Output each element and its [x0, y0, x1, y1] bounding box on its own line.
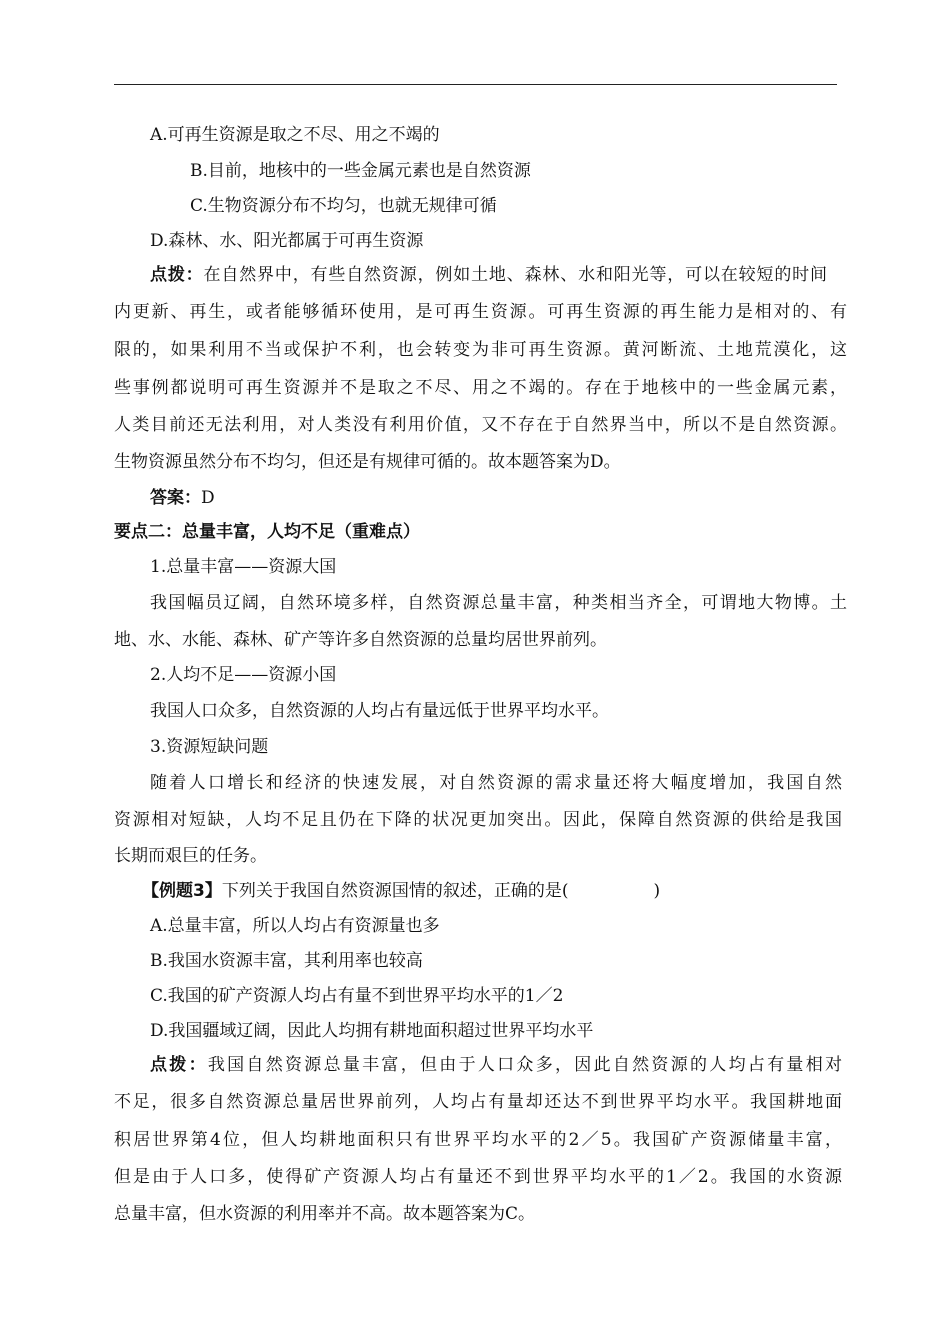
q2-hint-line-1: 点拨：在自然界中，有些自然资源，例如土地、森林、水和阳光等，可以在较短的时间 [150, 265, 828, 285]
p3-title: 3.资源短缺问题 [150, 737, 269, 757]
p3-line-3: 长期而艰巨的任务。 [114, 846, 267, 866]
p1-title: 1.总量丰富——资源大国 [150, 557, 337, 577]
q2-option-c: C.生物资源分布不均匀，也就无规律可循 [190, 196, 497, 216]
q2-hint-label: 点拨： [150, 265, 204, 285]
q2-answer-value: D [201, 488, 215, 508]
q3-hint-line-2: 不足，很多自然资源总量居世界前列，人均占有量却还达不到世界平均水平。我国耕地面 [114, 1092, 842, 1112]
q2-hint-line-5: 人类目前还无法利用，对人类没有利用价值，又不存在于自然界当中，所以不是自然资源。 [114, 415, 847, 435]
p1-line-1: 我国幅员辽阔，自然环境多样，自然资源总量丰富，种类相当齐全，可谓地大物博。土 [150, 593, 847, 613]
q3-hint-line-4: 但是由于人口多，使得矿产资源人均占有量还不到世界平均水平的1／2。我国的水资源 [114, 1167, 842, 1187]
q2-option-a: A.可再生资源是取之不尽、用之不竭的 [150, 125, 440, 145]
q3-stem: 【例题3】下列关于我国自然资源国情的叙述，正确的是( ) [142, 881, 661, 901]
p1-line-2: 地、水、水能、森林、矿产等许多自然资源的总量均居世界前列。 [114, 630, 607, 650]
p3-line-1: 随着人口增长和经济的快速发展，对自然资源的需求量还将大幅度增加，我国自然 [150, 773, 842, 793]
q2-answer: 答案：D [150, 488, 215, 508]
q2-option-b: B.目前，地核中的一些金属元素也是自然资源 [190, 161, 531, 181]
header-rule [114, 84, 837, 85]
q2-hint-line-6: 生物资源虽然分布不均匀，但还是有规律可循的。故本题答案为D。 [114, 452, 621, 472]
q3-option-b: B.我国水资源丰富，其利用率也较高 [150, 951, 423, 971]
q2-hint-line-3: 限的，如果利用不当或保护不利，也会转变为非可再生资源。黄河断流、土地荒漠化，这 [114, 340, 847, 360]
q3-option-c: C.我国的矿产资源人均占有量不到世界平均水平的1／2 [150, 986, 564, 1006]
q3-hint-line-5: 总量丰富，但水资源的利用率并不高。故本题答案为C。 [114, 1204, 536, 1224]
p2-title: 2.人均不足——资源小国 [150, 665, 337, 685]
p2-line-1: 我国人口众多，自然资源的人均占有量远低于世界平均水平。 [150, 701, 609, 721]
q3-hint-line-3: 积居世界第4位，但人均耕地面积只有世界平均水平的2／5。我国矿产资源储量丰富， [114, 1130, 842, 1150]
q3-option-d: D.我国疆域辽阔，因此人均拥有耕地面积超过世界平均水平 [150, 1021, 594, 1041]
q2-hint-line-4: 些事例都说明可再生资源并不是取之不尽、用之不竭的。存在于地核中的一些金属元素， [114, 378, 847, 398]
p3-line-2: 资源相对短缺，人均不足且仍在下降的状况更加突出。因此，保障自然资源的供给是我国 [114, 810, 842, 830]
q2-option-d: D.森林、水、阳光都属于可再生资源 [150, 231, 424, 251]
section2-heading: 要点二：总量丰富，人均不足（重难点） [114, 522, 420, 542]
q3-hint-line-1: 点拨：我国自然资源总量丰富，但由于人口众多，因此自然资源的人均占有量相对 [150, 1055, 843, 1075]
q3-hint-label: 点拨： [150, 1055, 208, 1075]
q3-option-a: A.总量丰富，所以人均占有资源量也多 [150, 916, 440, 936]
q2-hint-line-2: 内更新、再生，或者能够循环使用，是可再生资源。可再生资源的再生能力是相对的、有 [114, 302, 847, 322]
q3-label: 【例题3】 [142, 881, 222, 901]
